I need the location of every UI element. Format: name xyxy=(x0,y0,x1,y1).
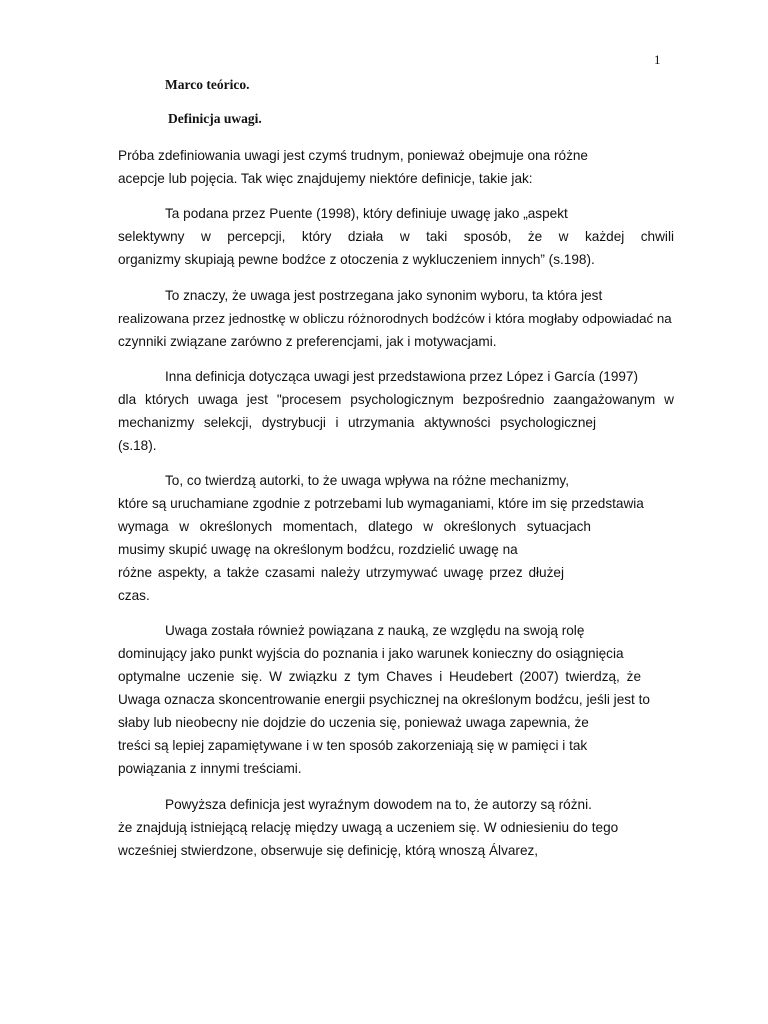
text-line: Uwaga oznacza skoncentrowanie energii psychicznej na określonym bodźcu, jeśli jest to xyxy=(118,692,650,707)
text-line: różne aspekty, a także czasami należy utrzymywać uwagę przez dłużej xyxy=(118,565,564,580)
text-line: mechanizmy selekcji, dystrybucji i utrzymania aktywności psychologicznej xyxy=(118,415,596,430)
text-line: To znaczy, że uwaga jest postrzegana jako synonim wyboru, ta która jest xyxy=(165,288,603,303)
text-line: słaby lub nieobecny nie dojdzie do uczenia się, ponieważ uwaga zapewnia, że xyxy=(118,715,589,730)
text-line: czynniki związane zarówno z preferencjami, jak i motywacjami. xyxy=(118,334,497,349)
text-line: optymalne uczenie się. W związku z tym Chaves i Heudebert (2007) twierdzą, że xyxy=(118,669,641,684)
text-line: Powyższa definicja jest wyraźnym dowodem na to, że autorzy są różni. xyxy=(165,797,592,812)
text-line: treści są lepiej zapamiętywane i w ten sposób zakorzeniają się w pamięci i tak xyxy=(118,738,588,753)
text-line: selektywny w percepcji, który działa w taki sposób, że w każdej chwili xyxy=(118,229,674,244)
text-line: Ta podana przez Puente (1998), który definiuje uwagę jako „aspekt xyxy=(165,206,568,221)
heading-definicja-uwagi: Definicja uwagi. xyxy=(168,111,262,126)
text-line: (s.18). xyxy=(118,438,157,453)
text-line: dla których uwaga jest "procesem psychologicznym bezpośrednio zaangażowanym w xyxy=(118,392,674,407)
text-line: Uwaga została również powiązana z nauką, ze względu na swoją rolę xyxy=(165,623,585,638)
text-line: To, co twierdzą autorki, to że uwaga wpływa na różne mechanizmy, xyxy=(165,473,569,488)
text-line: dominujący jako punkt wyjścia do poznania i jako warunek konieczny do osiągnięcia xyxy=(118,646,624,661)
text-line: wymaga w określonych momentach, dlatego w określonych sytuacjach xyxy=(118,519,591,534)
text-line: które są uruchamiane zgodnie z potrzebami lub wymaganiami, które im się przedstawia xyxy=(118,496,644,511)
heading-marco-teorico: Marco teórico. xyxy=(165,77,250,92)
text-line: Próba zdefiniowania uwagi jest czymś trudnym, ponieważ obejmuje ona różne xyxy=(118,148,588,163)
page-number: 1 xyxy=(654,52,661,67)
text-line: czas. xyxy=(118,588,150,603)
text-line: Inna definicja dotycząca uwagi jest przedstawiona przez López i García (1997) xyxy=(165,369,639,384)
text-line: musimy skupić uwagę na określonym bodźcu, rozdzielić uwagę na xyxy=(118,542,518,557)
text-line: organizmy skupiają pewne bodźce z otoczenia z wykluczeniem innych” (s.198). xyxy=(118,252,595,267)
text-line: że znajdują istniejącą relację między uwagą a uczeniem się. W odniesieniu do tego xyxy=(118,820,619,835)
text-line: acepcje lub pojęcia. Tak więc znajdujemy niektóre definicje, takie jak: xyxy=(118,171,533,186)
text-line: powiązania z innymi treściami. xyxy=(118,761,302,776)
text-line: realizowana przez jednostkę w obliczu różnorodnych bodźców i która mogłaby odpowiadać na xyxy=(118,311,672,326)
text-line: wcześniej stwierdzone, obserwuje się definicję, którą wnoszą Álvarez, xyxy=(118,843,539,858)
